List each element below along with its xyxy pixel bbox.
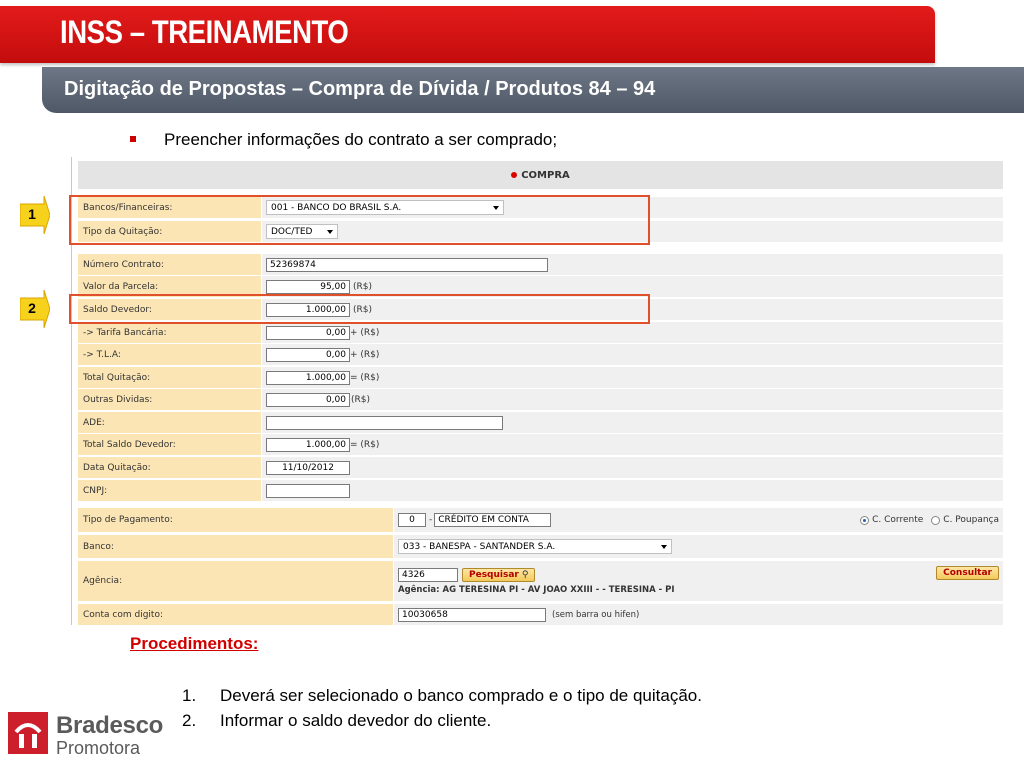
row-banco xyxy=(78,535,1003,558)
chevron-down-icon xyxy=(661,545,667,549)
label-data-quitacao: Data Quitação: xyxy=(78,457,262,478)
bancos-select-value: 001 - BANCO DO BRASIL S.A. xyxy=(271,202,402,213)
label-tla: -> T.L.A: xyxy=(78,344,262,365)
saldo-devedor-unit: (R$) xyxy=(353,304,373,315)
row-total-quitacao xyxy=(78,367,1003,388)
pesquisar-button[interactable] xyxy=(462,568,535,582)
saldo-devedor-input[interactable]: 1.000,00 xyxy=(266,303,350,317)
agencia-input[interactable]: 4326 xyxy=(398,568,458,582)
radio-conta-poupanca-label: C. Poupança xyxy=(943,515,999,525)
page-title: INSS – TREINAMENTO xyxy=(60,14,349,50)
highlight-box-1 xyxy=(69,195,650,245)
subtitle-bar xyxy=(42,67,1024,113)
tla-unit: + (R$) xyxy=(350,349,380,360)
compra-title: COMPRA xyxy=(521,169,570,181)
red-dot-icon xyxy=(511,172,517,178)
row-conta xyxy=(78,604,1003,625)
label-cnpj: CNPJ: xyxy=(78,480,262,501)
label-ade: ADE: xyxy=(78,412,262,433)
total-quitacao-unit: = (R$) xyxy=(350,372,380,383)
total-saldo-devedor-unit: = (R$) xyxy=(350,439,380,450)
procedure-text: Informar o saldo devedor do cliente. xyxy=(220,711,492,730)
magnifier-icon: ⚲ xyxy=(521,569,529,580)
pagamento-code-input[interactable]: 0 xyxy=(398,513,426,527)
row-tipo-pagamento xyxy=(78,508,1003,532)
data-quitacao-input[interactable]: 11/10/2012 xyxy=(266,461,350,475)
tarifa-unit: + (R$) xyxy=(350,327,380,338)
procedure-item xyxy=(182,711,702,736)
label-total-saldo-devedor: Total Saldo Devedor: xyxy=(78,434,262,455)
bradesco-logo xyxy=(8,712,163,759)
numero-contrato-input[interactable]: 52369874 xyxy=(266,258,548,272)
banco-select-value: 033 - BANESPA - SANTANDER S.A. xyxy=(403,541,556,552)
label-valor-parcela: Valor da Parcela: xyxy=(78,276,262,297)
radio-conta-poupanca[interactable] xyxy=(931,516,940,525)
radio-conta-corrente[interactable] xyxy=(860,516,869,525)
total-saldo-devedor-input[interactable]: 1.000,00 xyxy=(266,438,350,452)
title-bar xyxy=(0,6,935,63)
procedure-text: Deverá ser selecionado o banco comprado e o tipo de quitação. xyxy=(220,686,702,705)
conta-input[interactable]: 10030658 xyxy=(398,608,546,622)
valor-parcela-input[interactable]: 95,00 xyxy=(266,280,350,294)
label-bancos: Bancos/Financeiras: xyxy=(78,197,262,218)
procedures-title: Procedimentos: xyxy=(130,634,259,653)
ade-input[interactable] xyxy=(266,416,503,430)
bradesco-tree-icon xyxy=(8,712,48,754)
row-outras-dividas xyxy=(78,389,1003,410)
pagamento-dash: - xyxy=(429,515,433,525)
procedure-item xyxy=(182,686,702,711)
row-tla xyxy=(78,344,1003,365)
procedure-number: 1. xyxy=(182,686,197,705)
label-agencia: Agência: xyxy=(78,561,394,601)
row-cnpj xyxy=(78,480,1003,501)
label-total-quitacao: Total Quitação: xyxy=(78,367,262,388)
outras-dividas-input[interactable]: 0,00 xyxy=(266,393,350,407)
label-tipo-quitacao: Tipo da Quitação: xyxy=(78,221,262,242)
logo-sub: Promotora xyxy=(56,738,141,758)
tla-input[interactable]: 0,00 xyxy=(266,348,350,362)
marker-2 xyxy=(20,290,50,326)
procedures-list xyxy=(182,686,702,736)
label-conta: Conta com digito: xyxy=(78,604,394,625)
row-agencia xyxy=(78,561,1003,601)
cnpj-input[interactable] xyxy=(266,484,350,498)
banco-select[interactable] xyxy=(398,539,672,554)
tarifa-input[interactable]: 0,00 xyxy=(266,326,350,340)
row-numero-contrato xyxy=(78,254,1003,275)
agencia-info: Agência: AG TERESINA PI - AV JOAO XXIII - - TERESINA - PI xyxy=(398,584,675,595)
consultar-button[interactable]: Consultar xyxy=(936,566,999,580)
bullet-square-icon xyxy=(130,136,136,142)
total-quitacao-input[interactable]: 1.000,00 xyxy=(266,371,350,385)
marker-1-label: 1 xyxy=(28,206,36,222)
label-outras-dividas: Outras Dividas: xyxy=(78,389,262,410)
marker-1 xyxy=(20,196,50,232)
row-data-quitacao xyxy=(78,457,1003,478)
tipo-quitacao-value: DOC/TED xyxy=(271,226,313,237)
label-tarifa: -> Tarifa Bancária: xyxy=(78,322,262,343)
marker-2-label: 2 xyxy=(28,300,36,316)
valor-parcela-unit: (R$) xyxy=(353,281,373,292)
pesquisar-label: Pesquisar xyxy=(469,569,519,580)
conta-hint: (sem barra ou hifen) xyxy=(552,609,640,620)
highlight-box-2 xyxy=(69,294,650,324)
label-tipo-pagamento: Tipo de Pagamento: xyxy=(78,508,394,532)
label-numero-contrato: Número Contrato: xyxy=(78,254,262,275)
outras-dividas-unit: (R$) xyxy=(351,394,371,405)
label-banco: Banco: xyxy=(78,535,394,558)
radio-conta-corrente-label: C. Corrente xyxy=(872,515,924,525)
row-tarifa xyxy=(78,322,1003,343)
procedure-number: 2. xyxy=(182,711,197,730)
row-ade xyxy=(78,412,1003,433)
compra-header xyxy=(78,161,1003,189)
instruction-bullet xyxy=(130,130,557,150)
label-saldo-devedor: Saldo Devedor: xyxy=(78,299,262,320)
page-subtitle: Digitação de Propostas – Compra de Dívida / Produtos 84 – 94 xyxy=(64,78,656,100)
row-total-saldo-devedor xyxy=(78,434,1003,455)
pagamento-desc-input[interactable]: CRÉDITO EM CONTA xyxy=(434,513,551,527)
logo-brand: Bradesco xyxy=(56,712,163,739)
instruction-text: Preencher informações do contrato a ser comprado; xyxy=(164,130,558,149)
